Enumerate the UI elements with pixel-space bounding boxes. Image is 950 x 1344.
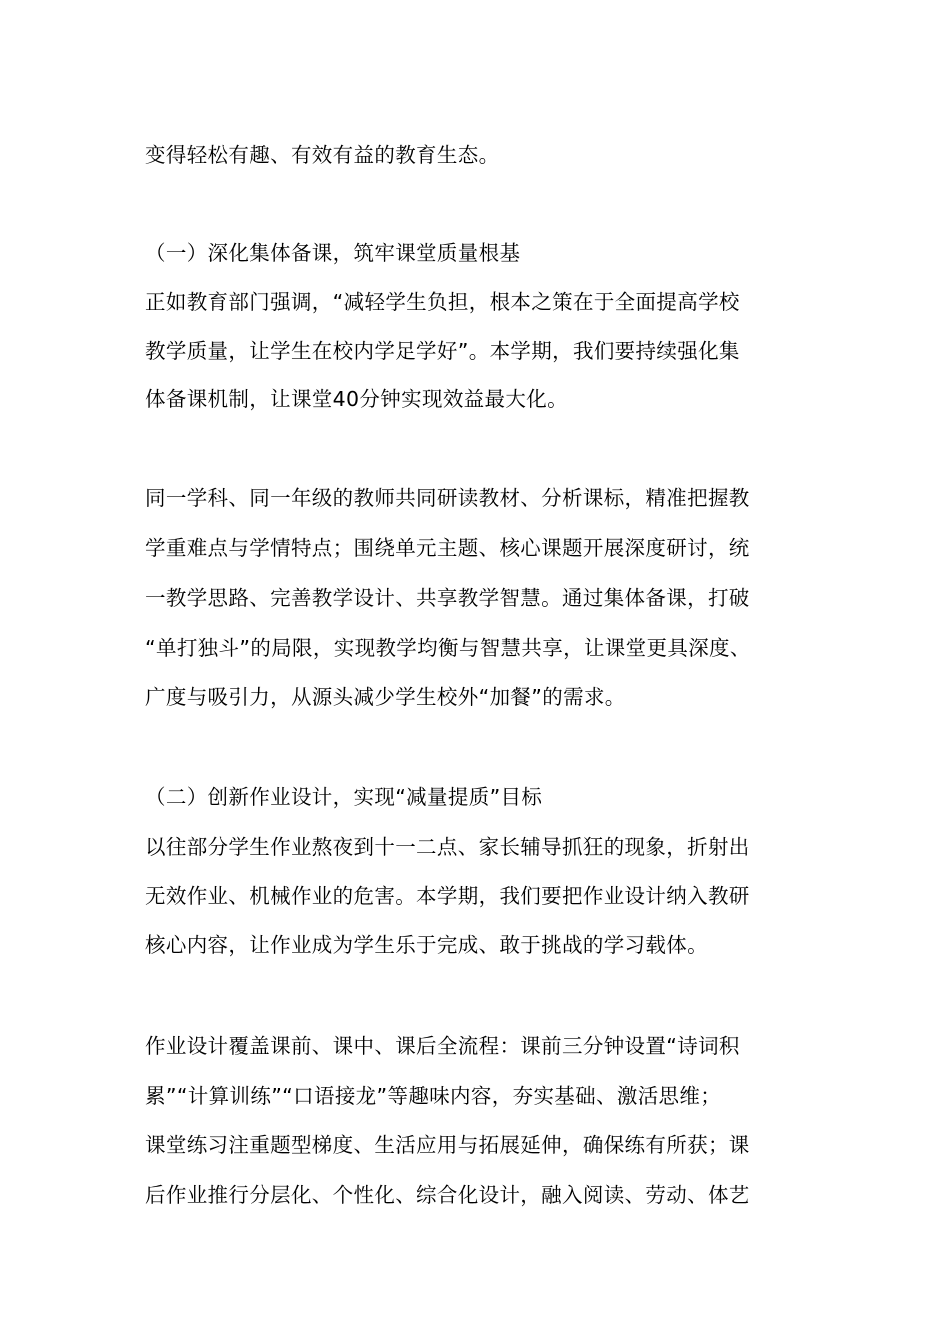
paragraph-line: 变得轻松有趣、有效有益的教育生态。 [145, 143, 500, 167]
paragraph-line: 课堂练习注重题型梯度、生活应用与拓展延伸，确保练有所获；课 [145, 1133, 750, 1157]
paragraph-line: 核心内容，让作业成为学生乐于完成、敢于挑战的学习载体。 [145, 933, 708, 957]
paragraph-line: 累”“计算训练”“口语接龙”等趣味内容，夯实基础、激活思维； [145, 1084, 722, 1108]
section-heading: （一）深化集体备课，筑牢课堂质量根基 [145, 241, 521, 265]
paragraph-line: 教学质量，让学生在校内学足学好”。本学期，我们要持续强化集 [145, 339, 740, 363]
paragraph-line: 同一学科、同一年级的教师共同研读教材、分析课标，精准把握教 [145, 486, 750, 510]
paragraph-line: 无效作业、机械作业的危害。本学期，我们要把作业设计纳入教研 [145, 884, 750, 908]
paragraph-line: 后作业推行分层化、个性化、综合化设计，融入阅读、劳动、体艺 [145, 1183, 750, 1207]
paragraph-line: “单打独斗”的局限，实现教学均衡与智慧共享，让课堂更具深度、 [145, 636, 751, 660]
paragraph-line: 作业设计覆盖课前、课中、课后全流程：课前三分钟设置“诗词积 [145, 1034, 740, 1058]
paragraph-line: 广度与吸引力，从源头减少学生校外“加餐”的需求。 [145, 685, 626, 709]
paragraph-line: 学重难点与学情特点；围绕单元主题、核心课题开展深度研讨，统 [145, 536, 750, 560]
paragraph-line: 一教学思路、完善教学设计、共享教学智慧。通过集体备课，打破 [145, 586, 750, 610]
paragraph-line: 体备课机制，让课堂40分钟实现效益最大化。 [145, 387, 568, 411]
paragraph-line: 正如教育部门强调，“减轻学生负担，根本之策在于全面提高学校 [145, 290, 740, 314]
paragraph-line: 以往部分学生作业熬夜到十一二点、家长辅导抓狂的现象，折射出 [145, 835, 750, 859]
section-heading: （二）创新作业设计，实现“减量提质”目标 [145, 785, 543, 809]
